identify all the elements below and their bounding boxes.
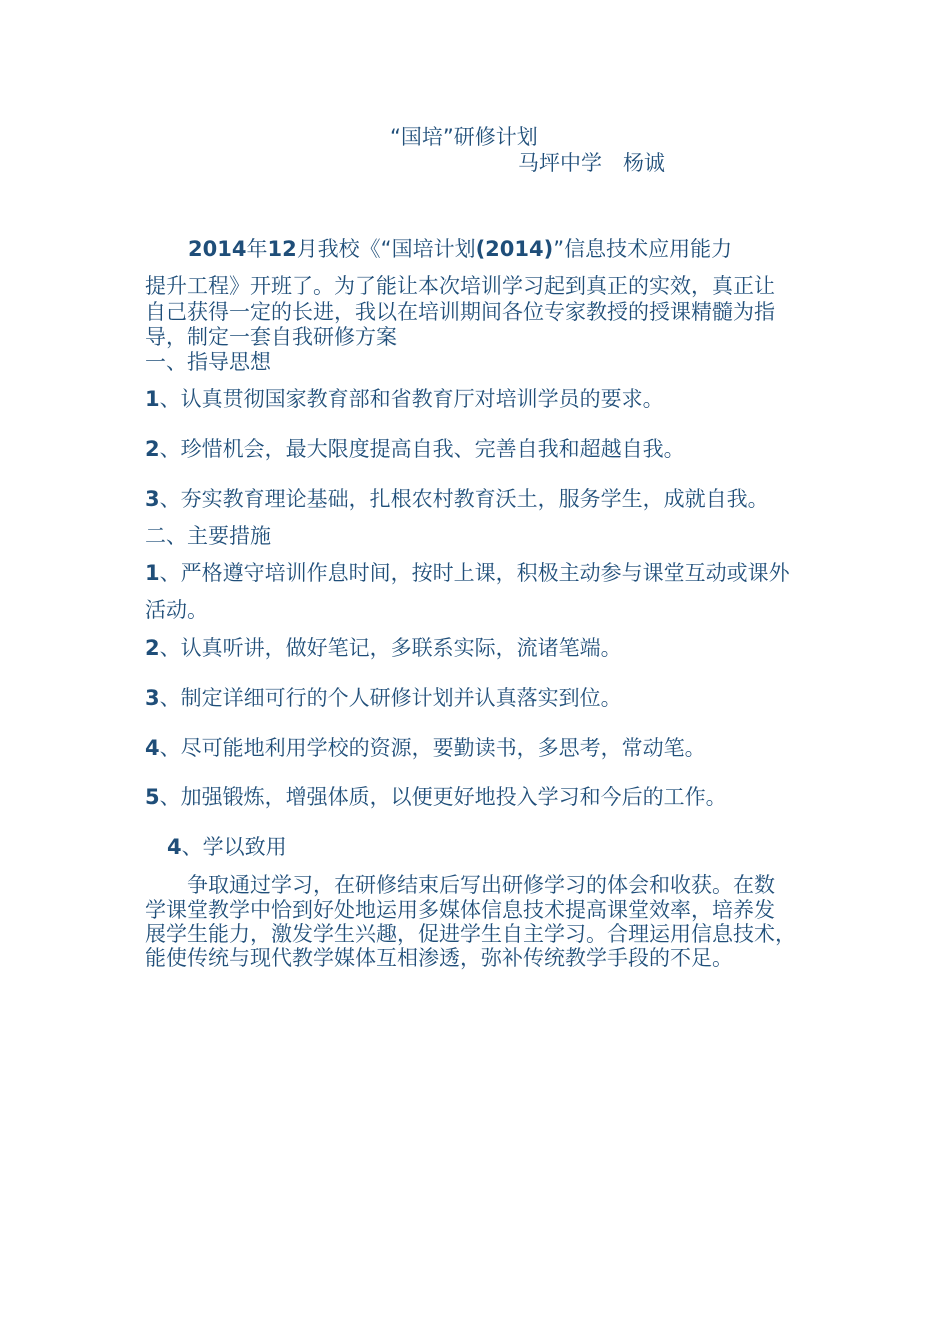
intro-line-2: 提升工程》开班了。为了能让本次培训学习起到真正的实效，真正让 [145,274,775,298]
item-text: 、认真听讲，做好笔记，多联系实际，流诸笔端。 [159,636,622,660]
item-text: 、夯实教育理论基础，扎根农村教育沃土，服务学生，成就自我。 [159,487,769,511]
section-2-item-continuation: 活动。 [145,598,208,622]
author-line: 马坪中学 杨诚 [518,151,665,175]
intro-year-unit: 年 [246,237,268,261]
item-number: 2 [145,636,160,660]
intro-year-number: 2014 [188,237,247,261]
section-3-paragraph-line: 学课堂教学中恰到好处地运用多媒体信息技术提高课堂效率，培养发 [145,898,775,922]
item-text: 、加强锻炼，增强体质，以便更好地投入学习和今后的工作。 [159,785,727,809]
section-1-heading: 一、指导思想 [145,350,271,374]
section-1-item [145,486,769,512]
section-3-paragraph-line: 展学生能力，激发学生兴趣，促进学生自主学习。合理运用信息技术， [145,922,796,946]
section-1-item [145,436,685,462]
section-2-item [145,685,622,711]
intro-text: 月我校《“国培计划 [296,237,476,261]
item-number: 3 [145,686,160,710]
intro-text-rest: ”信息技术应用能力 [553,237,733,261]
section-2-item [145,635,622,661]
section-3-paragraph-line: 能使传统与现代教学媒体互相渗透，弥补传统教学手段的不足。 [145,946,733,970]
section-2-item [145,560,790,586]
intro-line-4: 导，制定一套自我研修方案 [145,325,397,349]
intro-line-3: 自己获得一定的长进，我以在培训期间各位专家教授的授课精髓为指 [145,300,775,324]
item-number: 4 [145,736,160,760]
item-number: 2 [145,437,160,461]
section-1-item [145,386,664,412]
item-text: 、尽可能地利用学校的资源，要勤读书，多思考，常动笔。 [159,736,706,760]
section-2-heading: 二、主要措施 [145,524,271,548]
item-text: 、严格遵守培训作息时间，按时上课，积极主动参与课堂互动或课外 [159,561,790,585]
item-number: 1 [145,561,160,585]
section-3-title: 、学以致用 [181,835,287,859]
item-text: 、认真贯彻国家教育部和省教育厅对培训学员的要求。 [159,387,664,411]
section-2-item [145,784,727,810]
intro-line-1 [188,236,732,262]
item-number: 1 [145,387,160,411]
section-2-item [145,735,706,761]
section-3-number: 4 [167,835,182,859]
intro-month-number: 12 [267,237,297,261]
item-number: 3 [145,487,160,511]
document-title: “国培”研修计划 [390,125,538,149]
intro-paren-year: (2014) [475,237,554,261]
item-number: 5 [145,785,160,809]
section-3-paragraph-line: 争取通过学习，在研修结束后写出研修学习的体会和收获。在数 [145,873,775,897]
section-3-heading [167,834,287,860]
item-text: 、珍惜机会，最大限度提高自我、完善自我和超越自我。 [159,437,685,461]
item-text: 、制定详细可行的个人研修计划并认真落实到位。 [159,686,622,710]
